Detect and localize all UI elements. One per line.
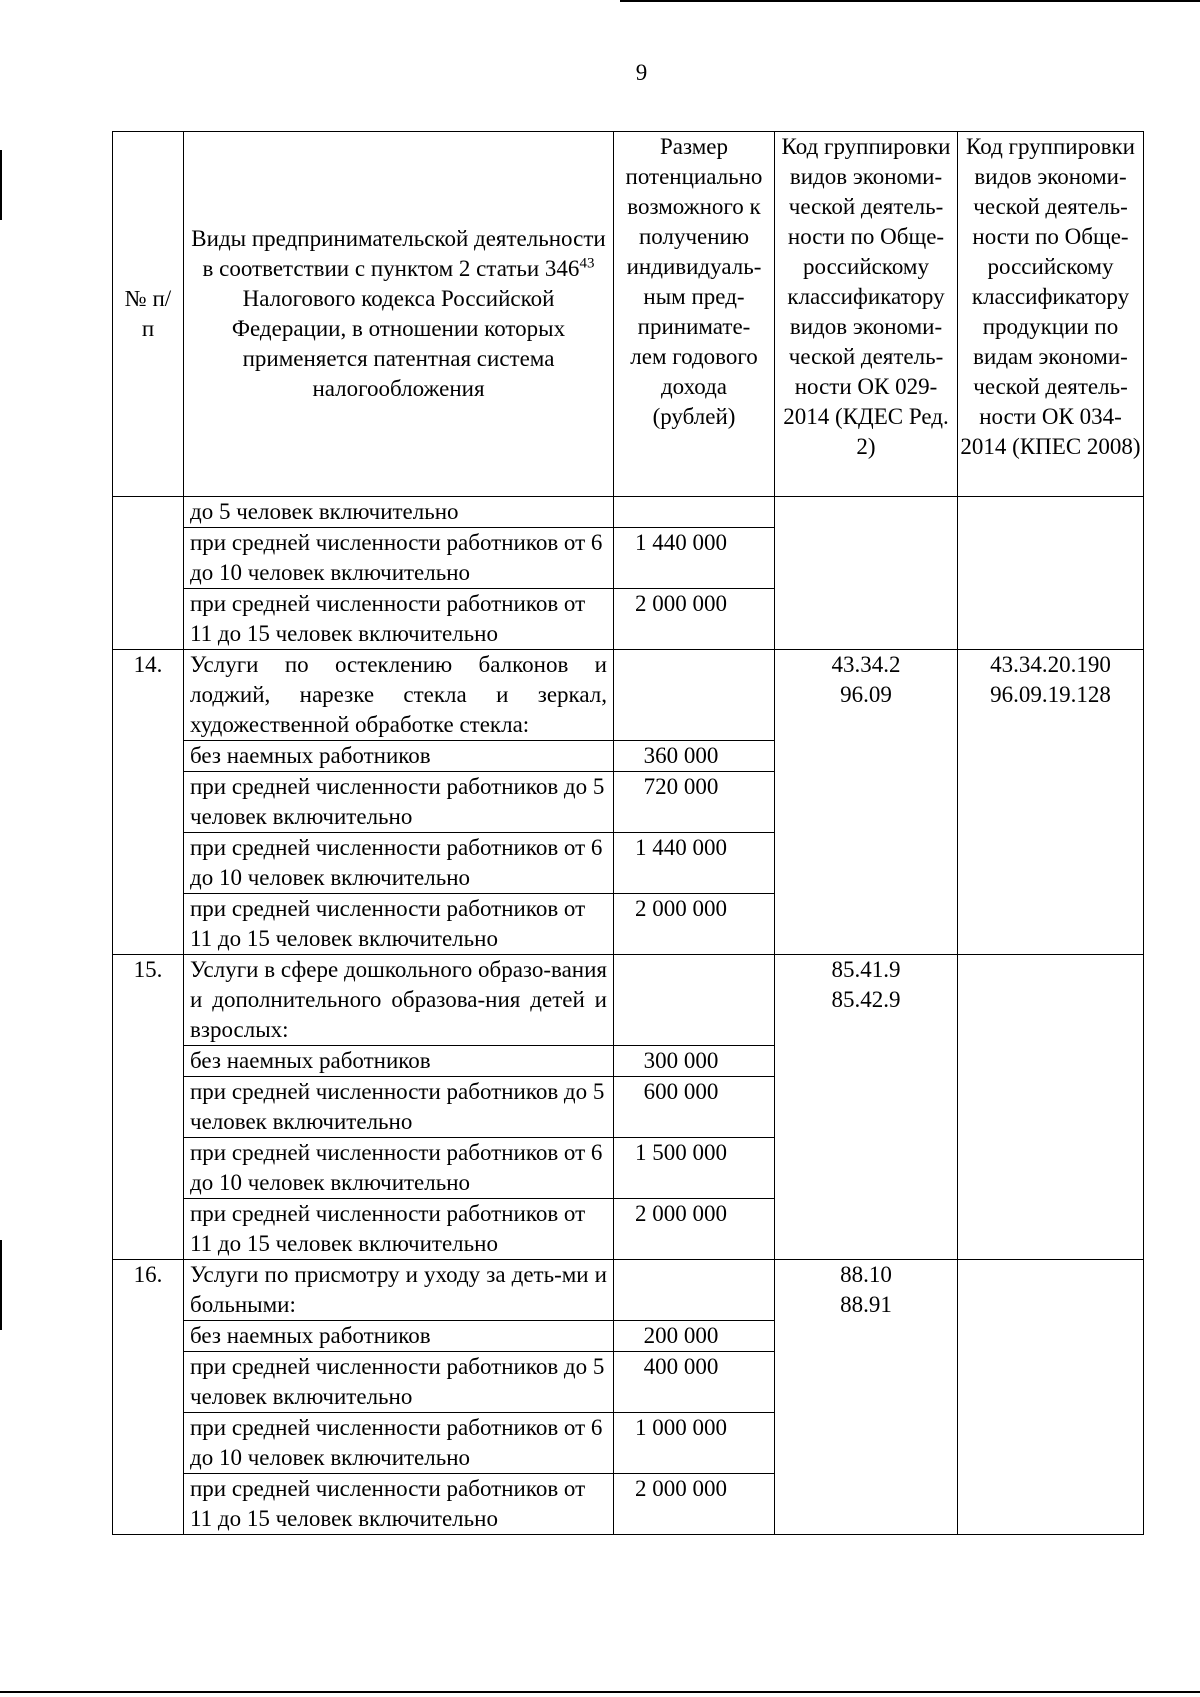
income-cell bbox=[614, 650, 775, 741]
activity-cell: при средней численности работников до 5 человек включительно bbox=[184, 1077, 614, 1138]
activity-cell: при средней численности работников от 11 до 15 человек включительно bbox=[184, 589, 614, 650]
row-num: 16. bbox=[113, 1260, 184, 1535]
tax-patent-table bbox=[112, 131, 1144, 1535]
activity-title: Услуги в сфере дошкольного образо-вания и дополнительного образова-ния детей и взрослых: bbox=[184, 955, 614, 1046]
income-cell: 360 000 bbox=[614, 741, 775, 772]
table-header bbox=[113, 132, 1144, 497]
income-cell: 1 000 000 bbox=[614, 1413, 775, 1474]
header-okpd: Код группировки видов экономи-ческой деятель-ности по Обще-российскому классификатору продукции по видам экономи-ческой деятель-ности ОК 034-2014 (КПЕС 2008) bbox=[958, 132, 1144, 497]
okved-cell bbox=[775, 497, 958, 650]
income-cell: 2 000 000 bbox=[614, 1199, 775, 1260]
scan-edge-bottom bbox=[0, 1691, 1200, 1693]
activity-cell: при средней численности работников от 6 до 10 человек включительно bbox=[184, 528, 614, 589]
activity-cell: при средней численности работников до 5 человек включительно bbox=[184, 772, 614, 833]
activity-cell: при средней численности работников от 6 до 10 человек включительно bbox=[184, 833, 614, 894]
row-num: 14. bbox=[113, 650, 184, 955]
income-cell: 400 000 bbox=[614, 1352, 775, 1413]
income-cell bbox=[614, 955, 775, 1046]
income-cell: 1 440 000 bbox=[614, 528, 775, 589]
okved-cell: 88.10 88.91 bbox=[775, 1260, 958, 1535]
header-num: № п/п bbox=[113, 132, 184, 497]
header-activity bbox=[184, 132, 614, 497]
activity-cell: без наемных работников bbox=[184, 1046, 614, 1077]
income-cell: 600 000 bbox=[614, 1077, 775, 1138]
table-row bbox=[113, 497, 1144, 528]
income-cell bbox=[614, 1260, 775, 1321]
okpd-cell bbox=[958, 497, 1144, 650]
income-cell: 1 500 000 bbox=[614, 1138, 775, 1199]
income-cell: 200 000 bbox=[614, 1321, 775, 1352]
table-body bbox=[113, 497, 1144, 1535]
income-cell: 2 000 000 bbox=[614, 894, 775, 955]
table-row bbox=[113, 955, 1144, 1046]
header-activity-tail: Налогового кодекса Российской Федерации, в отношении которых применяется патентная система налогообложения bbox=[231, 286, 566, 401]
row-num bbox=[113, 497, 184, 650]
page-number: 9 bbox=[635, 60, 648, 85]
activity-cell: без наемных работников bbox=[184, 741, 614, 772]
okpd-cell bbox=[958, 955, 1144, 1260]
scan-edge-top bbox=[620, 0, 1200, 2]
income-cell: 2 000 000 bbox=[614, 589, 775, 650]
okpd-cell bbox=[958, 1260, 1144, 1535]
header-activity-text: Виды предпринимательской деятельности в соответствии с пунктом 2 статьи 346 bbox=[191, 226, 606, 281]
income-cell: 1 440 000 bbox=[614, 833, 775, 894]
header-okved: Код группировки видов экономи-ческой деятель-ности по Обще-российскому классификатору видов экономи-ческой деятель-ности ОК 029-2014 (КДЕС Ред. 2) bbox=[775, 132, 958, 497]
activity-title: Услуги по остеклению балконов и лоджий, нарезке стекла и зеркал, художественной обработке стекла: bbox=[184, 650, 614, 741]
activity-cell: при средней численности работников от 6 до 10 человек включительно bbox=[184, 1138, 614, 1199]
income-cell: 300 000 bbox=[614, 1046, 775, 1077]
income-cell bbox=[614, 497, 775, 528]
table-row bbox=[113, 650, 1144, 741]
scan-edge-left bbox=[0, 150, 2, 220]
activity-cell: при средней численности работников до 5 человек включительно bbox=[184, 1352, 614, 1413]
activity-title: Услуги по присмотру и уходу за деть-ми и больными: bbox=[184, 1260, 614, 1321]
header-income: Размер потенциально возможного к получению индивидуаль-ным пред-принимате-лем годового дохода (рублей) bbox=[614, 132, 775, 497]
activity-cell: при средней численности работников от 11 до 15 человек включительно bbox=[184, 1474, 614, 1535]
okved-cell: 85.41.9 85.42.9 bbox=[775, 955, 958, 1260]
activity-cell: при средней численности работников от 11 до 15 человек включительно bbox=[184, 1199, 614, 1260]
row-num: 15. bbox=[113, 955, 184, 1260]
activity-cell: при средней численности работников от 6 до 10 человек включительно bbox=[184, 1413, 614, 1474]
activity-cell: при средней численности работников от 11 до 15 человек включительно bbox=[184, 894, 614, 955]
activity-cell: до 5 человек включительно bbox=[184, 497, 614, 528]
okpd-cell: 43.34.20.190 96.09.19.128 bbox=[958, 650, 1144, 955]
income-cell: 2 000 000 bbox=[614, 1474, 775, 1535]
income-cell: 720 000 bbox=[614, 772, 775, 833]
okved-cell: 43.34.2 96.09 bbox=[775, 650, 958, 955]
activity-cell: без наемных работников bbox=[184, 1321, 614, 1352]
table-row bbox=[113, 1260, 1144, 1321]
header-activity-sup: 43 bbox=[579, 255, 595, 272]
scan-edge-left-lower bbox=[0, 1240, 2, 1330]
